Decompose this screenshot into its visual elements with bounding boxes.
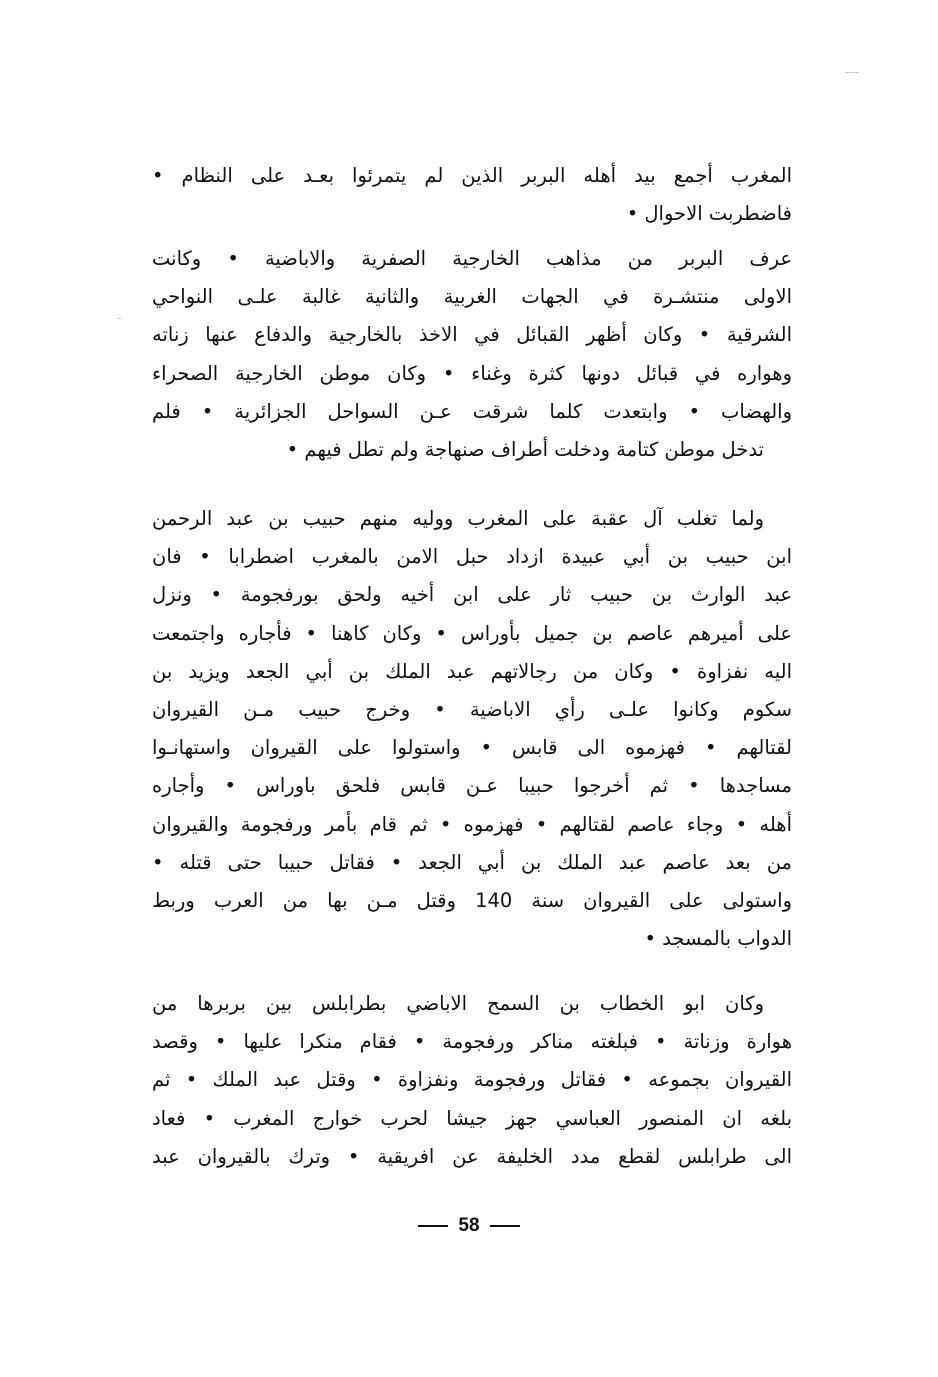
text-line: واستولى على القيروان سنة 140 وقتل مـن بها من العرب وربط: [152, 888, 792, 912]
text-line: لقتالهم • فهزموه الى قابس • واستولوا على القيروان واستهانـوا: [152, 736, 792, 760]
text-line: تدخل موطن كتامة ودخلت أطراف صنهاجة ولم تطل فيهم •: [286, 437, 764, 461]
text-line: الدواب بالمسجد •: [644, 927, 792, 951]
text-line: عرف البربر من مذاهب الخارجية الصفرية والاباضية • وكانت: [152, 247, 792, 270]
scan-speck: [118, 318, 121, 319]
text-line: ابن حبيب بن أبي عبيدة ازداد حبل الامن بالمغرب اضطرابا • فان: [152, 545, 792, 569]
text-line: الاولى منتشـرة في الجهات الغربية والثانية غالبة علـى النواحي: [152, 285, 792, 309]
text-line: القيروان بجموعه • فقاتل ورفجومة ونفزاوة • وقتل عبد الملك • ثم: [152, 1068, 792, 1092]
text-line: فاضطربت الاحوال •: [626, 202, 792, 226]
text-line: مساجدها • ثم أخرجوا حبيبا عـن قابس فلحق باوراس • وأجاره: [152, 774, 792, 798]
text-line: الى طرابلس لقطع مدد الخليفة عن افريقية • وترك بالقيروان عبد: [152, 1144, 792, 1168]
text-line: والهضاب • وابتعدت كلما شرقت عـن السواحل الجزائرية • فلم: [152, 399, 792, 423]
text-line: وهواره في قبائل دونها كثرة وغناء • وكان موطن الخارجية الصحراء: [152, 361, 792, 385]
text-line: من بعد عاصم عبد الملك بن أبي الجعد • فقاتل حبيبا حتى قتله •: [152, 850, 792, 874]
page-number-dash-right: [490, 1225, 520, 1227]
text-line: عبد الوارث بن حبيب ثار على ابن أخيه ولحق بورفجومة • ونزل: [152, 583, 792, 607]
page-number-dash-left: [418, 1225, 448, 1227]
paragraph-2: [152, 240, 792, 469]
text-line: هوارة وزناتة • فبلغته مناكر ورفجومة • فقام منكرا عليها • وقصد: [152, 1030, 792, 1054]
text-line: ولما تغلب آل عقبة على المغرب ووليه منهم حبيب بن عبد الرحمن: [152, 507, 764, 530]
text-line: بلغه ان المنصور العباسي جهز جيشا لحرب خوارج المغرب • فعاد: [152, 1106, 792, 1130]
text-line: سكوم وكانوا علـى رأي الاباضية • وخرج حبيب مـن القيروان: [152, 697, 792, 721]
page-number: [0, 1213, 938, 1239]
text-line: وكان ابو الخطاب بن السمح الاباضي بطرابلس بين بربرها من: [152, 992, 764, 1015]
text-line: اليه نفزاوة • وكان من رجالاتهم عبد الملك بن أبي الجعد ويزيد بن: [152, 659, 792, 683]
paragraph-3: [152, 500, 792, 958]
text-line: أهله • وجاء عاصم لقتالهم • فهزموه • ثم قام بأمر ورفجومة والقيروان: [152, 812, 792, 836]
paragraph-1: [152, 157, 792, 233]
text-line: المغرب أجمع بيد أهله البربر الذين لم يتمرئوا بعـد على النظام •: [152, 164, 792, 187]
paragraph-4: [152, 985, 792, 1176]
text-line: على أميرهم عاصم بن جميل بأوراس • وكان كاهنا • فأجاره واجتمعت: [152, 621, 792, 645]
page-number-value: 58: [458, 1215, 480, 1236]
text-line: الشرقية • وكان أظهر القبائل في الاخذ بالخارجية والدفاع عنها زناته: [152, 323, 792, 347]
scan-speck: [845, 72, 859, 73]
